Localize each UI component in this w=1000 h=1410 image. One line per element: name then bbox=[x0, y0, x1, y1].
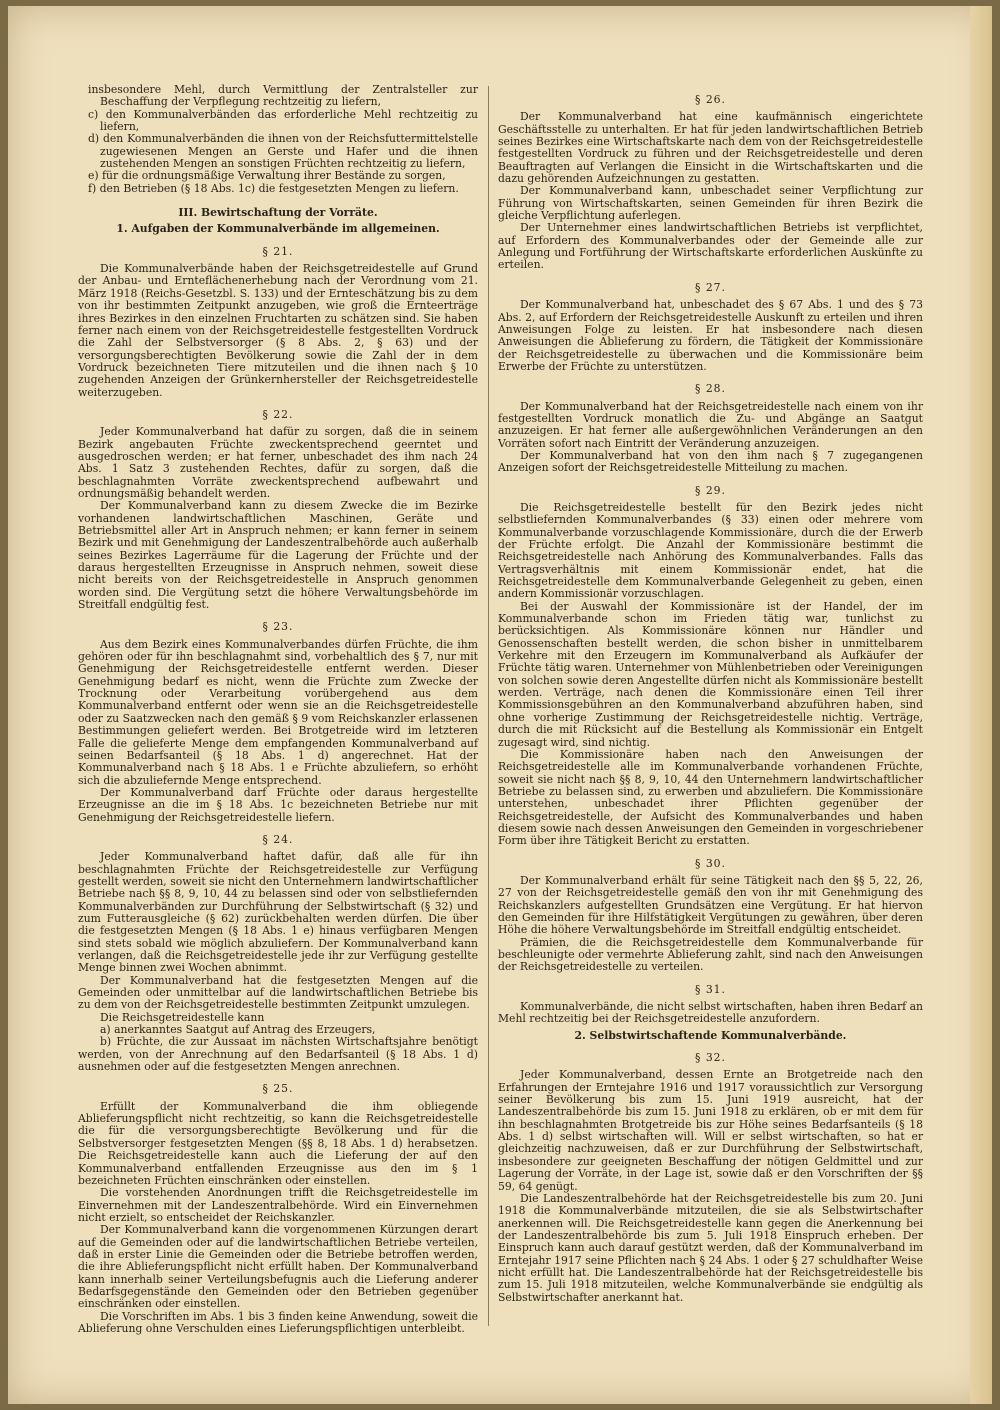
list-item: insbesondere Mehl, durch Vermittlung der Zentralsteller zur Beschaffung der Verpflegung rechtzeitig zu liefern, bbox=[88, 83, 478, 109]
paragraph: Der Unternehmer eines landwirtschaftlichen Betriebs ist verpflichtet, auf Erfordern des Kommunalverbandes oder der Gemeinde alle zur Anlegung und Fortführung der Wirtschaftskarte erforderlichen Auskünfte zu erteilen. bbox=[498, 221, 923, 272]
paragraph: Kommunalverbände, die nicht selbst wirtschaften, haben ihren Bedarf an Mehl rechtzeitig bei der Reichsgetreidestelle anzufordern. bbox=[498, 1000, 923, 1026]
paragraph: Erfüllt der Kommunalverband die ihm obliegende Ablieferungspflicht nicht rechtzeitig, so kann die Reichsgetreidestelle die für die versorgungsberechtigte Bevölkerung und für die Selbstversorger festgesetzten Mengen (§§ 8, 18 Abs. 1 d) herabsetzen. Die Reichsgetreidestelle kann auch die Lieferung der auf den Kommunalverband entfallenden Erzeugnisse aus den im § 1 bezeichneten Früchten einschränken oder einstellen. bbox=[78, 1099, 478, 1187]
section-number: § 23. bbox=[262, 620, 294, 634]
column-divider bbox=[488, 86, 489, 1326]
paragraph: a) anerkanntes Saatgut auf Antrag des Erzeugers, bbox=[100, 1023, 376, 1037]
newspaper-page bbox=[8, 6, 992, 1404]
section-number: § 21. bbox=[262, 244, 294, 258]
list-item: f) den Betrieben (§ 18 Abs. 1c) die festgesetzten Mengen zu liefern. bbox=[88, 181, 459, 195]
paragraph: Jeder Kommunalverband, dessen Ernte an Brotgetreide nach den Erfahrungen der Erntejahre 1916 und 1917 voraussichtlich zur Versorgung seiner Bevölkerung bis zum 15. Juni 1919 ausreicht, hat der Landeszentralbehörde bis zum 15. Juni 1918 zu erklären, ob er mit dem für ihn beschlagnahmten Brotgetreide bis zur Höhe seines Bedarfsanteils (§ 18 Abs. 1 d) selbst wirtschaften will. Will er selbst wirtschaften, so hat er gleichzeitig nachzuweisen, daß er zur Durchführung der Selbstwirtschaft, insbesondere zur geeigneten Beschaffung der nötigen Geldmittel und zur Lagerung der Vorräte, in der Lage ist, sowie daß er den Vorschriften der §§ 59, 64 genügt. bbox=[498, 1068, 923, 1193]
paragraph: Die Reichsgetreidestelle bestellt für den Bezirk jedes nicht selbstliefernden Kommunalverbandes (§ 33) einen oder mehrere vom Kommunalverbande vorzuschlagende Kommissionäre, durch die der Erwerb der Früchte erfolgt. Die Anzahl der Kommissionäre bestimmt die Reichsgetreidestelle nach Anhörung des Kommunalverbandes. Falls das Vertragsverhältnis mit einem Kommissionär endet, hat die Reichsgetreidestelle dem Kommunalverbande Gelegenheit zu geben, einen andern Kommissionär vorzuschlagen. bbox=[498, 500, 923, 601]
paragraph: Die Kommunalverbände haben der Reichsgetreidestelle auf Grund der Anbau- und Ernteflächenerhebung nach der Verordnung vom 21. März 1918 (Reichs-Gesetzbl. S. 133) und der Ernteschätzung bis zu dem von ihr bestimmten Zeitpunkt anzugeben, wie groß die Ernteerträge ihres Bezirkes in den einzelnen Fruchtarten zu schätzen sind. Sie haben ferner nach einem von der Reichsgetreidestelle festgestellten Vordruck die Zahl der Selbstversorger (§ 8 Abs. 2, § 63) und der versorgungsberechtigten Bevölkerung sowie die Zahl der in dem Vordruck bezeichneten Tiere mitzuteilen und die ihnen nach § 10 zugehenden Anzeigen der Grünkernhersteller der Reichsgetreidestelle weiterzugeben. bbox=[78, 262, 478, 399]
left-column bbox=[78, 84, 478, 1335]
paragraph: Der Kommunalverband hat von den ihm nach § 7 zugegangenen Anzeigen sofort der Reichsgetreidestelle Mitteilung zu machen. bbox=[498, 448, 923, 475]
section-number: § 27. bbox=[694, 280, 726, 294]
paragraph: Jeder Kommunalverband hat dafür zu sorgen, daß die in seinem Bezirk angebauten Früchte zweckentsprechend geerntet und ausgedroschen werden; er hat ferner, unbeschadet des ihm nach 24 Abs. 1 Satz 3 zustehenden Rechtes, dafür zu sorgen, daß die beschlagnahmten Vorräte zweckentsprechend aufbewahrt und ordnungsmäßig behandelt werden. bbox=[78, 425, 478, 500]
section-number: § 31. bbox=[694, 982, 726, 996]
paragraph: Die vorstehenden Anordnungen trifft die Reichsgetreidestelle im Einvernehmen mit der Landeszentralbehörde. Wird ein Einvernehmen nicht erzielt, so entscheidet der Reichskanzler. bbox=[78, 1186, 478, 1224]
section-number: § 26. bbox=[694, 93, 726, 106]
list-item: c) den Kommunalverbänden das erforderliche Mehl rechtzeitig zu liefern, bbox=[88, 107, 478, 134]
paragraph: b) Früchte, die zur Aussaat im nächsten Wirtschaftsjahre benötigt werden, von der Anrechnung auf den Bedarfsanteil (§ 18 Abs. 1 d) ausnehmen oder auf die festgesetzten Mengen anrechnen. bbox=[78, 1035, 478, 1074]
right-column bbox=[498, 84, 923, 1304]
paragraph: Die Landeszentralbehörde hat der Reichsgetreidestelle bis zum 20. Juni 1918 die Kommunalverbände mitzuteilen, die sie als Selbstwirtschafter anerkennen will. Die Reichsgetreidestelle kann gegen die Anerkennung bei der Landeszentralbehörde bis zum 5. Juli 1918 Einspruch erheben. Der Einspruch kann auch darauf gestützt werden, daß der Kommunalverband im Erntejahr 1917 seine Pflichten nach § 24 Abs. 1 oder § 27 schuldhafter Weise nicht erfüllt hat. Die Landeszentralbehörde hat der Reichsgetreidestelle bis zum 15. Juli 1918 mitzuteilen, welche Kommunalverbände sie endgültig als Selbstwirtschafter anerkannt hat. bbox=[498, 1191, 923, 1304]
paragraph: Der Kommunalverband hat der Reichsgetreidestelle nach einem von ihr festgestellten Vordruck monatlich die Zu- und Abgänge an Saatgut anzuzeigen. Er hat ferner alle außergewöhnlichen Veränderungen an den Vorräten sofort nach Eintritt der Veränderung anzuzeigen. bbox=[498, 399, 923, 450]
section-number: § 25. bbox=[262, 1082, 294, 1096]
paragraph: Prämien, die die Reichsgetreidestelle dem Kommunalverbande für beschleunigte oder vermehrte Ablieferung zahlt, sind nach den Anweisungen der Reichsgetreidestelle zu verteilen. bbox=[498, 935, 923, 974]
paragraph: Der Kommunalverband erhält für seine Tätigkeit nach den §§ 5, 22, 26, 27 von der Reichsgetreidestelle gemäß den von ihr mit Genehmigung des Reichskanzlers aufgestellten Grundsätzen eine Vergütung. Er hat hiervon den Gemeinden für ihre Hilfstätigkeit Vergütungen zu gewähren, über deren Höhe die höhere Verwaltungsbehörde im Streitfall endgültig entscheidet. bbox=[498, 873, 923, 937]
subchapter-heading: 1. Aufgaben der Kommunalverbände im allgemeinen. bbox=[116, 222, 440, 236]
paragraph: Die Kommissionäre haben nach den Anweisungen der Reichsgetreidestelle alle im Kommunalverbande vorhandenen Früchte, soweit sie nicht nach §§ 8, 9, 10, 44 den Unternehmern landwirtschaftlicher Betriebe zu belassen sind, zu erwerben und abzuliefern. Die Kommissionäre unterstehen, unbeschadet ihrer Pflichten gegenüber der Reichsgetreidestelle, der Aufsicht des Kommunalverbandes und haben diesem sowie nach dessen Anweisungen den Gemeinden in vorgeschriebener Form über ihre Tätigkeit Bericht zu erstatten. bbox=[498, 747, 923, 848]
subchapter-heading: 2. Selbstwirtschaftende Kommunalverbände. bbox=[574, 1028, 847, 1042]
section-number: § 29. bbox=[694, 483, 726, 497]
paragraph: Bei der Auswahl der Kommissionäre ist der Handel, der im Kommunalverbande schon im Frieden tätig war, tunlichst zu berücksichtigen. Als Kommissionäre können nur Händler und Genossenschaften bestellt werden, die schon bisher in unmittelbarem Verkehre mit den Erzeugern im Kommunalverband als Aufkäufer der Früchte tätig waren. Unternehmer von Mühlenbetrieben oder Vereinigungen von solchen sowie deren Angestellte dürfen nicht als Kommissionäre bestellt werden. Verträge, nach denen die Kommissionäre einen Teil ihrer Kommissionsgebühren an den Kommunalverband abzuführen haben, sind ohne vorherige Zustimmung der Reichsgetreidestelle nichtig. Verträge, durch die mit Rücksicht auf die Bestellung als Kommissionär ein Entgelt zugesagt wird, sind nichtig. bbox=[498, 599, 923, 749]
paragraph: Der Kommunalverband kann zu diesem Zwecke die im Bezirke vorhandenen landwirtschaftlichen Maschinen, Geräte und Betriebsmittel aller Art in Anspruch nehmen; er kann ferner in seinem Bezirk und mit Genehmigung der Landeszentralbehörde auch außerhalb seines Bezirkes Lagerräume für die Lagerung der Früchte und der daraus hergestellten Erzeugnisse in Anspruch nehmen, soweit diese nicht bereits von der Reichsgetreidestelle in Anspruch genommen worden sind. Die Vergütung setzt die höhere Verwaltungsbehörde im Streitfall endgültig fest. bbox=[78, 499, 478, 612]
paragraph: Der Kommunalverband hat, unbeschadet des § 67 Abs. 1 und des § 73 Abs. 2, auf Erfordern der Reichsgetreidestelle Auskunft zu erteilen und ihren Anweisungen Folge zu leisten. Er hat insbesondere nach diesen Anweisungen die Ablieferung zu fördern, die Tätigkeit der Kommissionäre der Reichsgetreidestelle zu überwachen und die Kommissionäre beim Erwerbe der Früchte zu unterstützen. bbox=[498, 298, 923, 373]
page-fold-shadow bbox=[970, 6, 992, 1404]
chapter-heading: III. Bewirtschaftung der Vorräte. bbox=[178, 206, 378, 220]
paragraph: Die Vorschriften im Abs. 1 bis 3 finden keine Anwendung, soweit die Ablieferung ohne Verschulden eines Lieferungspflichtigen unterbleibt. bbox=[78, 1309, 478, 1335]
paragraph: Der Kommunalverband darf Früchte oder daraus hergestellte Erzeugnisse an die im § 18 Abs. 1c bezeichneten Betriebe nur mit Genehmigung der Reichsgetreidestelle liefern. bbox=[78, 785, 478, 824]
list-item: d) den Kommunalverbänden die ihnen von der Reichsfuttermittelstelle zugewiesenen Mengen an Gerste und Hafer und die ihnen zustehenden Mengen an sonstigen Früchten rechtzeitig zu liefern, bbox=[88, 132, 478, 171]
paragraph: Jeder Kommunalverband haftet dafür, daß alle für ihn beschlagnahmten Früchte der Reichsgetreidestelle zur Verfügung gestellt werden, soweit sie nicht den Unternehmern landwirtschaftlicher Betriebe nach §§ 8, 9, 10, 44 zu belassen sind oder von selbstliefernden Kommunalverbänden zur Durchführung der Selbstwirtschaft (§ 32) und zum Futterausgleiche (§ 62) zurückbehalten werden dürfen. Die über die festgesetzten Mengen (§ 18 Abs. 1 e) hinaus verfügbaren Mengen sind stets sobald wie möglich abzuliefern. Der Kommunalverband kann verlangen, daß die Reichsgetreidestelle jede ihr zur Verfügung gestellte Menge binnen zwei Wochen abnimmt. bbox=[78, 850, 478, 975]
section-number: § 30. bbox=[694, 856, 726, 870]
section-number: § 24. bbox=[262, 832, 294, 846]
section-number: § 22. bbox=[262, 407, 294, 421]
paragraph: Die Reichsgetreidestelle kann bbox=[100, 1010, 265, 1024]
paragraph: Der Kommunalverband hat eine kaufmännisch eingerichtete Geschäftsstelle zu unterhalten. Er hat für jeden landwirtschaftlichen Betrieb seines Bezirkes eine Wirtschaftskarte nach dem von der Reichsgetreidestelle festgestellten Vordruck zu führen und der Reichsgetreidestelle und deren Beauftragten auf Verlangen die Einsicht in die Wirtschaftskarten und die dazu gehörenden Aufzeichnungen zu gestatten. bbox=[498, 110, 923, 186]
paragraph: Der Kommunalverband kann die vorgenommenen Kürzungen derart auf die Gemeinden oder auf die landwirtschaftlichen Betriebe verteilen, daß in erster Linie die Gemeinden oder die Betriebe betroffen werden, die ihre Ablieferungspflicht nicht erfüllt haben. Der Kommunalverband kann innerhalb seiner Verteilungsbefugnis auch die Lieferung anderer Bedarfsgegenstände den Gemeinden oder den Betrieben gegenüber einschränken oder einstellen. bbox=[78, 1223, 478, 1311]
section-number: § 32. bbox=[694, 1051, 726, 1065]
paragraph: Der Kommunalverband kann, unbeschadet seiner Verpflichtung zur Führung von Wirtschaftskarten, seinen Gemeinden für ihren Bezirk die gleiche Verpflichtung auferlegen. bbox=[498, 184, 923, 223]
section-number: § 28. bbox=[694, 382, 726, 396]
paragraph: Der Kommunalverband hat die festgesetzten Mengen auf die Gemeinden oder unmittelbar auf die landwirtschaftlichen Betriebe bis zu dem von der Reichsgetreidestelle bestimmten Zeitpunkt umzulegen. bbox=[78, 973, 478, 1012]
paragraph: Aus dem Bezirk eines Kommunalverbandes dürfen Früchte, die ihm gehören oder für ihn beschlagnahmt sind, vorbehaltlich des § 7, nur mit Genehmigung der Reichsgetreidestelle entfernt werden. Dieser Genehmigung bedarf es nicht, wenn die Früchte zum Zwecke der Trocknung oder Verarbeitung vorübergehend aus dem Kommunalverband entfernt oder wenn sie an die Reichsgetreidestelle oder zu Saatzwecken nach den gemäß § 9 vom Reichskanzler erlassenen Bestimmungen geliefert werden. Bei Brotgetreide wird im letzteren Falle die gelieferte Menge dem empfangenden Kommunalverband auf seinen Bedarfsanteil (§ 18 Abs. 1 d) angerechnet. Hat der Kommunalverband nach § 18 Abs. 1 e Früchte abzuliefern, so erhöht sich die abzuliefernde Menge entsprechend. bbox=[78, 637, 478, 787]
list-item: e) für die ordnungsmäßige Verwaltung ihrer Bestände zu sorgen, bbox=[88, 169, 446, 183]
